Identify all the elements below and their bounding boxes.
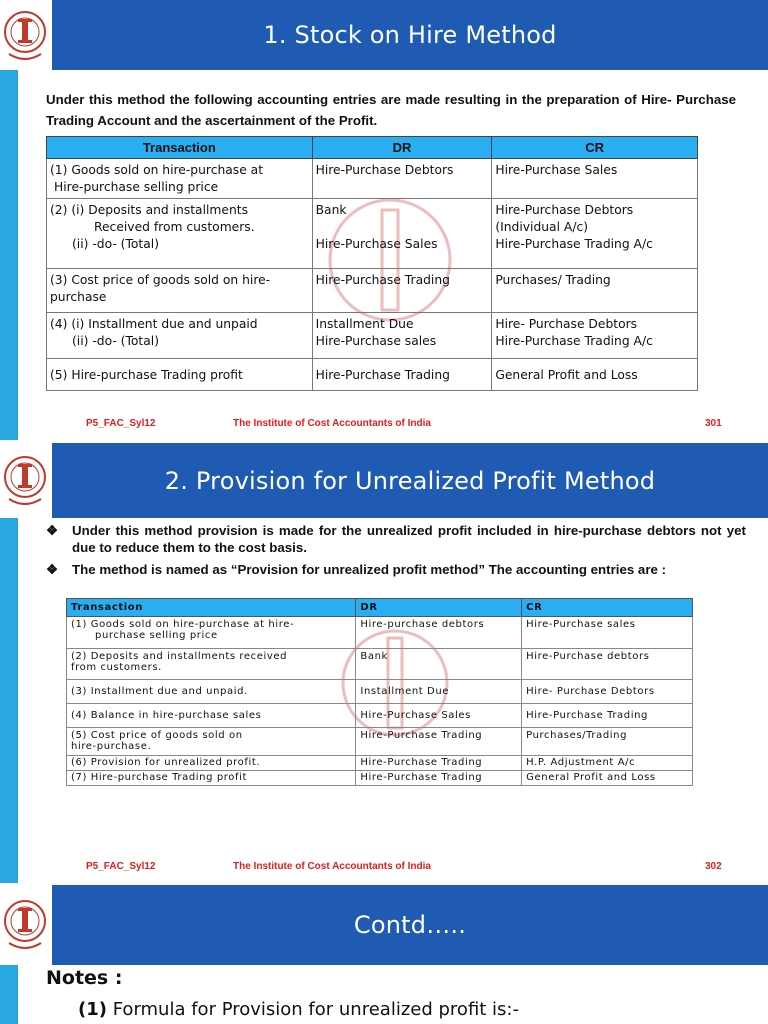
diamond-bullet-icon: ❖ — [46, 562, 58, 577]
slide-provision-method — [0, 443, 768, 883]
table-header-row — [67, 599, 693, 617]
cell-line: (Individual A/c) — [495, 220, 589, 234]
cell-line: hire-purchase. — [71, 741, 152, 752]
cell-transaction: (3) Installment due and unpaid. — [67, 680, 356, 704]
notes-heading: Notes : — [46, 967, 123, 989]
note-number: (1) — [78, 999, 107, 1020]
cell-line: (4) (i) Installment due and unpaid — [50, 317, 258, 331]
bullet-item — [46, 522, 746, 556]
table-row — [67, 756, 693, 771]
header-cr: CR — [492, 137, 698, 159]
cell-line: (2) (i) Deposits and installments — [50, 203, 248, 217]
intro-paragraph: Under this method the following accounting entries are made resulting in the preparation of Hire- Purchase Trading Account and the ascertainment of the Profit. — [46, 92, 736, 128]
cell-dr — [312, 199, 492, 269]
cell-line: (1) Goods sold on hire-purchase at hire- — [71, 619, 295, 630]
entries-table — [46, 136, 698, 391]
table-row — [67, 704, 693, 728]
cell-transaction: (4) Balance in hire-purchase sales — [67, 704, 356, 728]
cell-dr: Hire-Purchase Trading — [356, 728, 522, 756]
cell-line: purchase — [50, 290, 107, 304]
cell-transaction — [67, 617, 356, 649]
table-row — [67, 771, 693, 786]
table-row — [67, 649, 693, 680]
table-row — [67, 728, 693, 756]
cell-line: Received from customers. — [94, 220, 255, 234]
provision-entries-table — [66, 598, 693, 786]
table-row — [47, 159, 698, 199]
cell-line: Hire-Purchase Trading A/c — [495, 237, 653, 251]
table-row — [47, 269, 698, 313]
cell-dr: Hire-purchase debtors — [356, 617, 522, 649]
cell-transaction — [47, 269, 313, 313]
table-row — [47, 199, 698, 269]
footer-course-code: P5_FAC_Syl12 — [86, 418, 156, 429]
cell-line: Installment Due — [315, 317, 414, 331]
cell-cr: Purchases/Trading — [522, 728, 693, 756]
cell-cr — [492, 199, 698, 269]
header-dr: DR — [312, 137, 492, 159]
table-header-row — [47, 137, 698, 159]
cell-cr: Hire-Purchase debtors — [522, 649, 693, 680]
cell-dr: Hire-Purchase Trading — [356, 771, 522, 786]
cell-cr: Hire- Purchase Debtors — [522, 680, 693, 704]
cell-dr: Hire-Purchase Debtors — [312, 159, 492, 199]
cell-cr: Hire-Purchase Trading — [522, 704, 693, 728]
cell-transaction: (7) Hire-purchase Trading profit — [67, 771, 356, 786]
header-transaction: Transaction — [67, 599, 356, 617]
cell-cr: General Profit and Loss — [492, 359, 698, 391]
diamond-bullet-icon: ❖ — [46, 523, 58, 538]
footer-institute: The Institute of Cost Accountants of India — [233, 861, 431, 872]
cell-transaction — [47, 159, 313, 199]
table-row — [67, 617, 693, 649]
note-item — [78, 999, 519, 1020]
cell-transaction — [47, 313, 313, 359]
institute-logo — [0, 885, 52, 965]
institute-seal-icon — [3, 447, 47, 511]
footer-page-number: 301 — [705, 418, 722, 429]
header-transaction: Transaction — [47, 137, 313, 159]
cell-dr — [312, 313, 492, 359]
footer-page-number: 302 — [705, 861, 722, 872]
bullet-item — [46, 561, 746, 578]
cell-cr: General Profit and Loss — [522, 771, 693, 786]
table-row — [47, 359, 698, 391]
cell-line: (ii) -do- (Total) — [72, 334, 159, 348]
slide-contd — [0, 885, 768, 1024]
cell-line: (2) Deposits and installments received — [71, 651, 288, 662]
cell-cr — [492, 313, 698, 359]
cell-line: (ii) -do- (Total) — [72, 237, 159, 251]
cell-cr: Purchases/ Trading — [492, 269, 698, 313]
slide-stock-on-hire — [0, 0, 768, 440]
cell-dr: Hire-Purchase Trading — [312, 359, 492, 391]
header-dr: DR — [356, 599, 522, 617]
cell-line: Hire-Purchase Sales — [315, 237, 438, 251]
cell-cr: Hire-Purchase sales — [522, 617, 693, 649]
cell-transaction — [67, 649, 356, 680]
cell-line: Bank — [315, 203, 347, 217]
footer-course-code: P5_FAC_Syl12 — [86, 861, 156, 872]
cell-line: from customers. — [71, 662, 162, 673]
cell-cr: H.P. Adjustment A/c — [522, 756, 693, 771]
cell-line: (3) Cost price of goods sold on hire- — [50, 273, 271, 287]
header-cr: CR — [522, 599, 693, 617]
cell-line: (5) Cost price of goods sold on — [71, 730, 243, 741]
cell-line: Hire-Purchase Trading A/c — [495, 334, 653, 348]
cell-dr: Hire-Purchase Trading — [356, 756, 522, 771]
cell-cr: Hire-Purchase Sales — [492, 159, 698, 199]
cell-transaction: (5) Hire-purchase Trading profit — [47, 359, 313, 391]
cell-transaction — [47, 199, 313, 269]
bullet-text: The method is named as “Provision for unrealized profit method” The accounting entries are : — [72, 562, 667, 577]
cell-dr: Bank — [356, 649, 522, 680]
slide-title: 1. Stock on Hire Method — [52, 0, 768, 70]
cell-dr: Installment Due — [356, 680, 522, 704]
cell-line: purchase selling price — [95, 630, 218, 641]
cell-line: Hire-Purchase sales — [315, 334, 437, 348]
cell-transaction: (6) Provision for unrealized profit. — [67, 756, 356, 771]
note-text: Formula for Provision for unrealized profit is:- — [112, 999, 519, 1020]
institute-logo — [0, 443, 52, 518]
footer-institute: The Institute of Cost Accountants of India — [233, 418, 431, 429]
cell-dr: Hire-Purchase Trading — [312, 269, 492, 313]
bullet-text: Under this method provision is made for the unrealized profit included in hire-purchase debtors not yet due to reduce them to the cost basis. — [72, 523, 746, 555]
slide-title: Contd….. — [52, 885, 768, 965]
cell-dr: Hire-Purchase Sales — [356, 704, 522, 728]
table-row — [47, 313, 698, 359]
institute-logo — [0, 0, 52, 70]
cell-line: Hire-purchase selling price — [54, 180, 219, 194]
institute-seal-icon — [3, 889, 47, 953]
slide-title: 2. Provision for Unrealized Profit Method — [52, 443, 768, 518]
cell-line: (1) Goods sold on hire-purchase at — [50, 163, 264, 177]
table-row — [67, 680, 693, 704]
cell-transaction — [67, 728, 356, 756]
institute-seal-icon — [3, 4, 47, 68]
cell-line: Hire-Purchase Debtors — [495, 203, 634, 217]
cell-line: Hire- Purchase Debtors — [495, 317, 638, 331]
